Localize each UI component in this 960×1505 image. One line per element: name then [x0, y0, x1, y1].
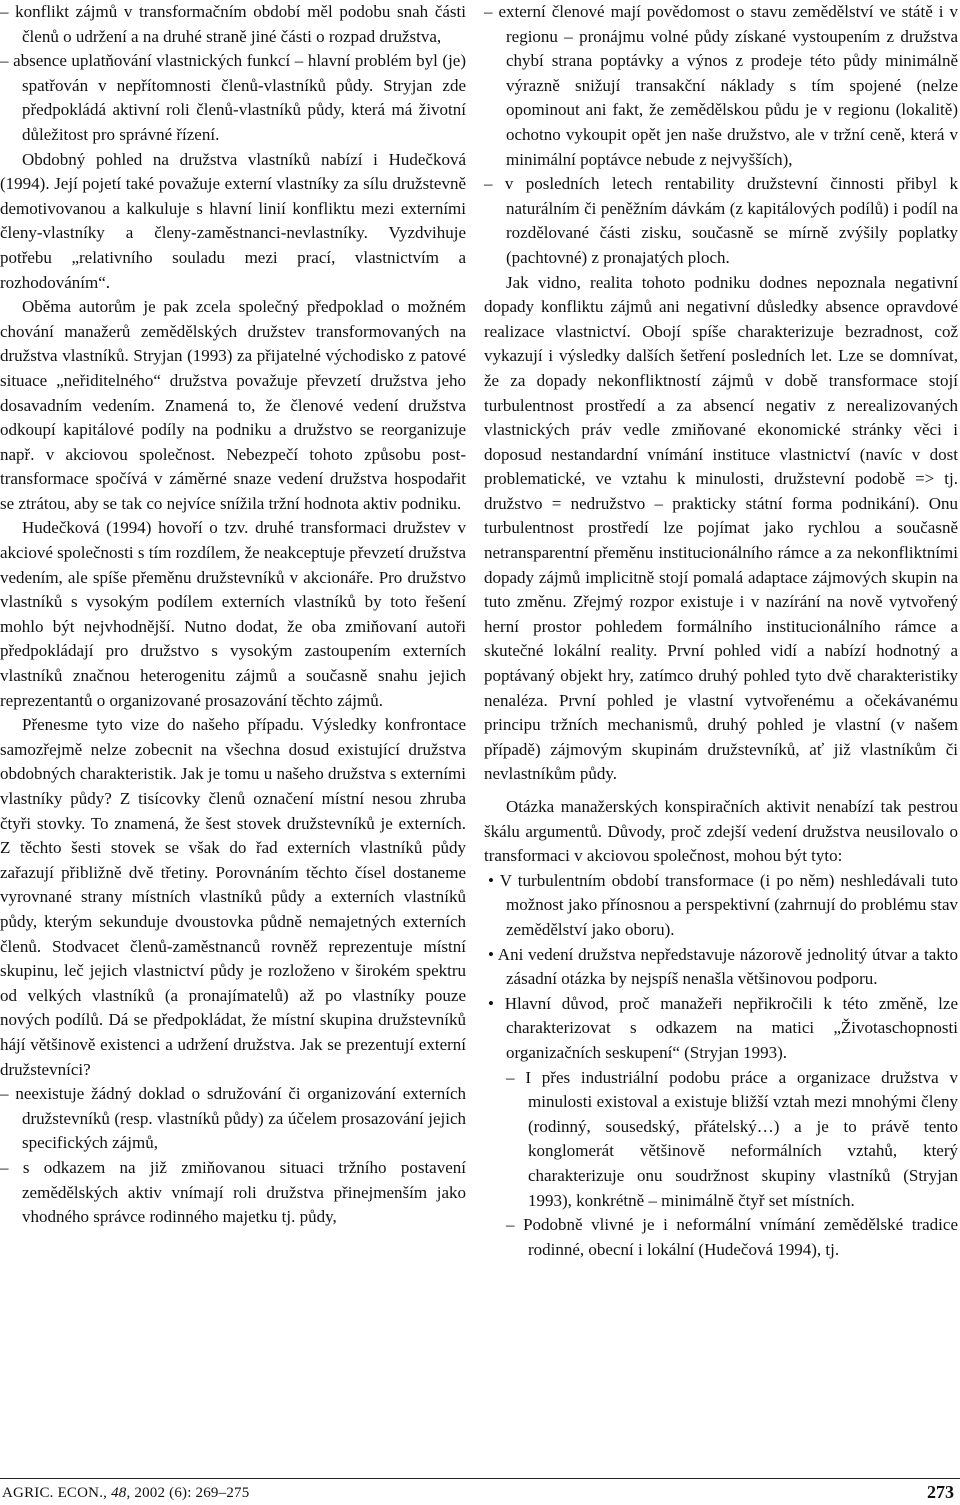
- paragraph: Přenesme tyto vize do našeho případu. Výsledky konfrontace samozřejmě nelze zobecnit na všechna dosud existující družstva obdobných charakteristik. Jak je tomu u našeho družstva s externími vlastníky půdy? Z tisícovky členů označení místní nesou zhruba čtyři stovky. To znamená, že šest stovek družstevníků je externích. Z těchto šesti stovek se však do řad externích vlastníků půdy zařazují přibližně dvě třetiny. Porovnáním těchto čísel dostaneme vyrovnané strany místních vlastníků půdy a externích vlastníků půdy, kterým sekunduje dvoustovka půdně nemajetných externích členů. Stodvacet členů-zaměstnanců rovněž reprezentuje místní skupinu, leč jejich vlastnictví půdy je rozloženo v širokém spektru od velkých vlastníků (a pronajímatelů) až po vlastníky pouze nových podílů. Dá se předpokládat, že místní skupina družstevníků hájí většinově existenci a udržení družstva. Jak se prezentují externí družstevníci?: [0, 715, 466, 1079]
- dash-list-item: – konflikt zájmů v transformačním období měl podobu snah části členů o udržení a na druhé straně jiné části o rozpad družstva,: [0, 2, 466, 46]
- page-footer: [0, 1478, 960, 1504]
- dash-list-item: – externí členové mají povědomost o stavu zemědělství ve státě i v regionu – pronájmu volné půdy získané vystoupením z družstva chybí strana poptávky a výnos z prodeje této půdy minimálně výrazně snižují transakční náklady s tím spojené (nelze opominout ani fakt, že zemědělskou půdu je v regionu (lokalitě) ochotno vykoupit opět jen naše družstvo, ale v tržní ceně, která v minimální poptávce nebude z nejvyšších),: [484, 2, 958, 169]
- page-number: 273: [927, 1482, 954, 1502]
- bullet-list-item: • Hlavní důvod, proč manažeři nepřikročili k této změně, lze charakterizovat s odkazem na matici „Životaschopnosti organizačních seskupení“ (Stryjan 1993).: [488, 993, 958, 1062]
- paragraph: Otázka manažerských konspiračních aktivit nenabízí tak pestrou škálu argumentů. Důvody, proč zdejší vedení družstva neusilovalo o transformaci v akciovou společnost, mohou být tyto:: [484, 797, 958, 866]
- right-column: [484, 0, 958, 1262]
- left-column: [0, 0, 466, 1230]
- sub-dash-list-item: – Podobně vlivné je i neformální vnímání zemědělské tradice rodinné, obecní i lokální (Hudečová 1994), tj.: [506, 1215, 958, 1259]
- bullet-list-item: • V turbulentním období transformace (i po něm) neshledávali tuto možnost jako přínosnou a perspektivní (zahrnují do problému stav zemědělství jako oboru).: [488, 870, 958, 939]
- journal-citation: [2, 1485, 249, 1502]
- paragraph: Obdobný pohled na družstva vlastníků nabízí i Hudečková (1994). Její pojetí také považuje externí vlastníky za sílu družstevně demotivovanou a kalkuluje s hlavní linií konfliktu mezi externími členy-vlastníky a členy-zaměstnanci-nevlastníky. Vyzdvihuje potřebu „relativního souladu mezi prací, vlastnictvím a rozhodováním“.: [0, 149, 466, 292]
- journal-volume: 48: [111, 1485, 127, 1501]
- dash-list-item: – neexistuje žádný doklad o sdružování či organizování externích družstevníků (resp. vlastníků půdy) za účelem prosazování jejich specifických zájmů,: [0, 1084, 466, 1153]
- dash-list-item: – s odkazem na již zmiňovanou situaci tržního postavení zemědělských aktiv vnímají roli družstva přinejmenším jako vhodného správce rodinného majetku tj. půdy,: [0, 1157, 466, 1227]
- journal-prefix: AGRIC. ECON.,: [2, 1485, 108, 1501]
- dash-list-item: – absence uplatňování vlastnických funkcí – hlavní problém byl (je) spatřován v nepřítomnosti členů-vlastníků půdy. Stryjan zde předpokládá aktivní roli členů-vlastníků půdy, která má životní důležitost pro správné řízení.: [0, 51, 466, 144]
- sub-dash-list-item: – I přes industriální podobu práce a organizace družstva v minulosti existoval a existuje bližší vztah mezi mnohými členy (rodinný, sousedský, přátelský…) a je to právě tento konglomerát většinově neformálních vztahů, který charakterizuje onu soudržnost skupiny vlastníků (Stryjan 1993), konkrétně – minimálně čtyř set místních.: [506, 1067, 958, 1210]
- bullet-list-item: • Ani vedení družstva nepředstavuje názorově jednolitý útvar a takto zásadní otázka by nejspíš nenašla většinovou podporu.: [488, 944, 958, 989]
- journal-suffix: , 2002 (6): 269–275: [126, 1485, 250, 1501]
- paragraph: Hudečková (1994) hovoří o tzv. druhé transformaci družstev v akciové společnosti s tím rozdílem, že neakceptuje převzetí družstva vedením, ale spíše přeměnu družstevníků v akcionáře. Pro družstvo vlastníků s vysokým podílem externích vlastníků by toto řešení mohlo být nejvhodnější. Nutno dodat, že oba zmiňovaní autoři předpokládají pro družstvo s vysokým zastoupením externích vlastníků značnou heterogenitu zájmů a současně snahu jejich reprezentantů o organizované prosazování těchto zájmů.: [0, 518, 466, 710]
- dash-list-item: – v posledních letech rentability družstevní činnosti přibyl k naturálním či peněžním dávkám (z kapitálových podílů) i podíl na rozdělované části zisku, současně se mírně zvýšily poplatky (pachtovné) z pronajatých ploch.: [484, 174, 958, 267]
- paragraph: Oběma autorům je pak zcela společný předpoklad o možném chování manažerů zemědělských družstev transformovaných na družstva vlastníků. Stryjan (1993) za přijatelné východisko z patové situace „neřiditelného“ družstva považuje převzetí družstva jeho dosavadním vedením. Znamená to, že členové vedení družstva odkoupí kapitálové podíly na podniku a družstvo se reorganizuje např. v akciovou společnost. Nebezpečí tohoto způsobu post-transformace spočívá v záměrné snaze vedení družstva hospodařit se ztrátou, aby se tak co nejvíce snížila tržní hodnota aktiv podniku.: [0, 297, 466, 513]
- footer-rule: [0, 1478, 960, 1479]
- paragraph: Jak vidno, realita tohoto podniku dodnes nepoznala negativní dopady konfliktu zájmů ani negativní důsledky absence opravdové realizace vlastnictví. Obojí spíše charakterizuje bezradnost, což vykazují i výsledky dalších šetření posledních let. Lze se domnívat, že za dopady nekonfliktností zájmů v době transformace stojí turbulentnost prostředí a za absencí negativ z nerealizovaných vlastnických práv vedle zmiňované ekonomické stránky věci i doposud nestandardní vnímání instituce vlastnictví (navíc v dost problematické, ve vztahu k minulosti, družstevní podobě => tj. družstvo = nedružstvo – prakticky státní forma podnikání). Onu turbulentnost prostředí lze pojímat jako rychlou a současně netransparentní přeměnu institucionálního rámce a za nekonfliktními dopady zájmů implicitně stojí pomalá adaptace zájmových skupin na tuto změnu. Zřejmý rozpor existuje i v nazírání na nově vytvořený herní prostor pohledem formálního institucionálního rámce a skutečné lokální reality. První pohled vidí a nabízí hodnotný a poptávaný objekt hry, zatímco druhý pohled tyto dvě charakteristiky nenaléza. První pohled je vlastní vytvořenému a očekávanému principu tržních mechanismů, druhý pohled je vlastní (v našem případě) zájmovým skupinám družstevníků, ať již vlastníkům či nevlastníkům půdy.: [484, 272, 958, 784]
